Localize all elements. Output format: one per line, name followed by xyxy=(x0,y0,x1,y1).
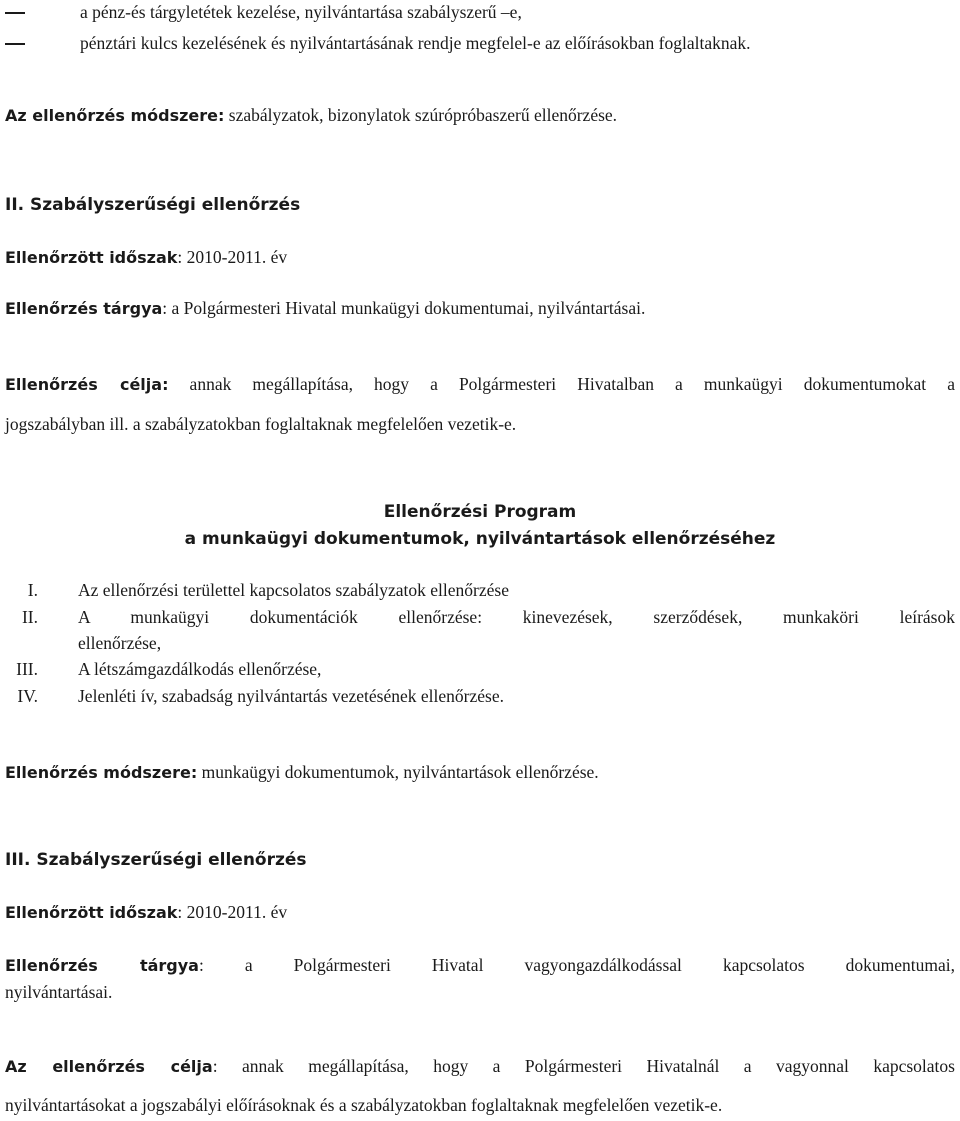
subject-line-1 xyxy=(5,955,955,976)
period-value: : 2010-2011. év xyxy=(177,247,288,267)
program-item-text: Az ellenőrzési területtel kapcsolatos szabályzatok ellenőrzése xyxy=(78,580,509,600)
subject-line xyxy=(5,298,645,319)
subject-label: Ellenőrzés tárgya xyxy=(5,956,199,975)
dash-icon xyxy=(5,43,25,45)
goal-line-1 xyxy=(5,374,955,395)
subject-value: : a Polgármesteri Hivatal munkaügyi dokumentumai, nyilvántartásai. xyxy=(162,298,646,318)
program-item-number: I. xyxy=(27,580,38,600)
period-label: Ellenőrzött időszak xyxy=(5,248,178,267)
program-item-text: A létszámgazdálkodás ellenőrzése, xyxy=(78,659,322,679)
program-item-text: Jelenléti ív, szabadság nyilvántartás vezetésének ellenőrzése. xyxy=(78,686,504,706)
goal-line-2: jogszabályban ill. a szabályzatokban foglaltaknak megfelelően vezetik-e. xyxy=(5,414,517,434)
program-item-continuation: ellenőrzése, xyxy=(78,633,162,653)
method-text: munkaügyi dokumentumok, nyilvántartások ellenőrzése. xyxy=(197,762,599,782)
method-paragraph xyxy=(5,105,617,126)
program-item-text: A munkaügyi dokumentációk ellenőrzése: kinevezések, szerződések, munkaköri leírások xyxy=(78,607,955,627)
subject-text-1: : a Polgármesteri Hivatal vagyongazdálkodással kapcsolatos dokumentumai, xyxy=(198,955,955,975)
program-item-number: IV. xyxy=(17,686,38,706)
program-item-number: III. xyxy=(16,659,38,679)
bullet-text: a pénz-és tárgyletétek kezelése, nyilvántartása szabályszerű –e, xyxy=(80,2,522,22)
subject-line-2: nyilvántartásai. xyxy=(5,982,113,1002)
goal-line-2: nyilvántartásokat a jogszabályi előírásoknak és a szabályzatokban foglaltaknak megfelelően vezetik-e. xyxy=(5,1095,723,1115)
period-line xyxy=(5,247,287,268)
dash-icon xyxy=(5,12,25,14)
bullet-text: pénztári kulcs kezelésének és nyilvántartásának rendje megfelel-e az előírásokban foglaltaknak. xyxy=(80,33,751,53)
period-value: : 2010-2011. év xyxy=(177,902,288,922)
method-text: szabályzatok, bizonylatok szúrópróbaszerű ellenőrzése. xyxy=(224,105,618,125)
goal-label: Ellenőrzés célja: xyxy=(5,375,169,394)
program-item-number: II. xyxy=(21,607,38,627)
section-heading: II. Szabályszerűségi ellenőrzés xyxy=(5,195,301,215)
goal-label: Az ellenőrzés célja xyxy=(5,1057,213,1076)
bullet-item xyxy=(5,2,522,23)
program-title: Ellenőrzési Program xyxy=(383,502,577,522)
section-heading: III. Szabályszerűségi ellenőrzés xyxy=(5,850,307,870)
bullet-item xyxy=(5,33,751,54)
goal-line-1 xyxy=(5,1056,955,1077)
method-label: Ellenőrzés módszere: xyxy=(5,763,198,782)
method-label: Az ellenőrzés módszere: xyxy=(5,106,225,125)
period-line xyxy=(5,902,287,923)
goal-text-1: annak megállapítása, hogy a Polgármesteri Hivatalban a munkaügyi dokumentumokat a xyxy=(168,374,956,394)
program-subtitle: a munkaügyi dokumentumok, nyilvántartások ellenőrzéséhez xyxy=(184,529,776,549)
period-label: Ellenőrzött időszak xyxy=(5,903,178,922)
method-paragraph xyxy=(5,762,599,783)
goal-text-1: : annak megállapítása, hogy a Polgármesteri Hivatalnál a vagyonnal kapcsolatos xyxy=(212,1056,955,1076)
subject-label: Ellenőrzés tárgya xyxy=(5,299,163,318)
